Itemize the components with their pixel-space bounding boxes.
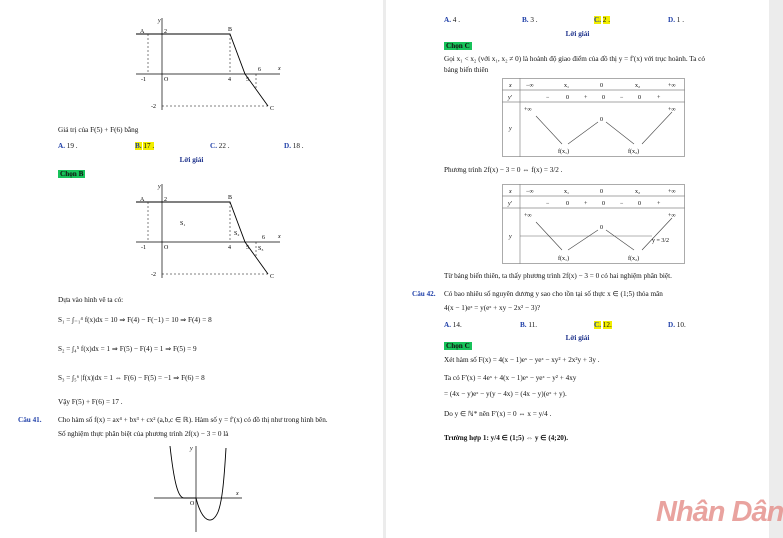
origin-label: O: [164, 77, 169, 83]
option-a[interactable]: [58, 142, 78, 151]
option-value: 3 .: [530, 16, 538, 24]
axis-x-label: x: [236, 491, 239, 497]
point-c-label: C: [270, 274, 275, 280]
option-value: 14.: [452, 321, 462, 329]
point-b-label: B: [228, 195, 233, 201]
answer-tag: Chọn B: [60, 170, 84, 178]
solution-line: Vậy F(5) + F(6) = 17 .: [58, 398, 123, 406]
option-b[interactable]: [520, 321, 537, 330]
sign: −: [620, 201, 624, 207]
option-letter: A.: [444, 321, 451, 329]
option-d[interactable]: [668, 321, 686, 330]
sign: +: [584, 95, 588, 101]
y-value: +∞: [668, 213, 676, 219]
x-value: x₁: [564, 189, 570, 195]
left-page: [0, 0, 383, 538]
equation-line: Phương trình 2f(x) − 3 = 0 ⇔ f(x) = 3/2 .: [444, 166, 563, 174]
option-letter: C.: [594, 16, 601, 24]
solution-title: Lời giải: [179, 156, 204, 164]
option-value: 19 .: [66, 142, 78, 150]
paragraph-line: Gọi x₁ < x₂ (với x₁, x₂ ≠ 0) là hoành độ giao điểm của đồ thị y = f′(x) với trục hoành. Ta có: [444, 55, 705, 63]
option-b[interactable]: [135, 142, 154, 151]
option-value: 1 .: [676, 16, 684, 24]
x-value: x₁: [564, 83, 570, 89]
question-41-text: Số nghiệm thực phân biệt của phương trình 2f(x) − 3 = 0 là: [58, 430, 229, 438]
option-letter: A.: [58, 142, 65, 150]
option-letter: B.: [135, 142, 142, 150]
answer-tag: Chọn C: [446, 42, 470, 50]
option-letter: D.: [668, 321, 675, 329]
tick-5-label: 5: [246, 77, 249, 83]
tick-minus1-label: -1: [141, 77, 146, 83]
point-b-label: B: [228, 27, 233, 33]
x-value: x₂: [635, 83, 641, 89]
solution-line: Ta có F′(x) = 4eˣ + 4(x − 1)eˣ − yeˣ − y² + 4xy: [444, 374, 577, 382]
axis-y-label: y: [190, 446, 193, 452]
option-letter: A.: [444, 16, 451, 24]
y-value: +∞: [524, 213, 532, 219]
x-value: +∞: [668, 83, 676, 89]
option-value: 4 .: [452, 16, 460, 24]
option-a[interactable]: [444, 16, 460, 25]
axis-y-label: y: [158, 184, 161, 190]
watermark-logo: Nhân Dân: [656, 496, 783, 528]
tick-5-label: 5: [246, 245, 249, 251]
solution-line: Do y ∈ ℕ* nên F′(x) = 0 ⇔ x = y/4 .: [444, 410, 552, 418]
option-value: 2 .: [602, 16, 610, 24]
sign: −: [546, 95, 550, 101]
sign: +: [584, 201, 588, 207]
solution-line: Trường hợp 1: y/4 ∈ (1;5) ⇔ y ∈ (4;20).: [444, 434, 569, 442]
option-d[interactable]: [284, 142, 304, 151]
tick-6-label: 6: [258, 67, 261, 73]
x-value: 0: [600, 83, 603, 89]
area-s2-label: S₂: [234, 231, 240, 237]
x-header: x: [509, 189, 512, 195]
axis-x-label: x: [278, 234, 281, 240]
figure-cubic-graph: [150, 442, 246, 534]
conclusion-line: Từ bảng biến thiên, ta thấy phương trình 2f(x) − 3 = 0 có hai nghiệm phân biệt.: [444, 272, 672, 280]
sign: +: [657, 95, 661, 101]
y-value: +∞: [524, 107, 532, 113]
variation-table-2: [502, 184, 685, 264]
point-a-label: A: [140, 29, 145, 35]
y-value: f(x₂): [628, 256, 640, 262]
option-value: 17 .: [143, 142, 155, 150]
tick-2-label: 2: [164, 29, 167, 35]
y-header: y: [509, 126, 512, 132]
option-c[interactable]: [594, 321, 612, 330]
option-letter: B.: [522, 16, 529, 24]
horizontal-line-label: y = 3/2: [652, 238, 670, 244]
x-value: −∞: [526, 189, 534, 195]
sign: 0: [566, 95, 569, 101]
question-41-label: Câu 41.: [18, 416, 42, 424]
option-value: 11.: [528, 321, 538, 329]
tick-4-label: 4: [228, 77, 231, 83]
question-42-text: 4(x − 1)eˣ = y(eˣ + xy − 2x² − 3)?: [444, 304, 541, 312]
paragraph-line: bảng biến thiên: [444, 66, 489, 74]
option-d[interactable]: [668, 16, 684, 25]
axis-x-label: x: [278, 66, 281, 72]
x-value: +∞: [668, 189, 676, 195]
right-page: [386, 0, 783, 538]
option-letter: B.: [520, 321, 527, 329]
variation-table-1: [502, 78, 685, 157]
origin-label: O: [164, 245, 169, 251]
point-c-label: C: [270, 106, 275, 112]
option-b[interactable]: [522, 16, 538, 25]
sign: 0: [638, 95, 641, 101]
tick-4-label: 4: [228, 245, 231, 251]
question-42-label: Câu 42.: [412, 290, 436, 298]
solution-line: Dựa vào hình vẽ ta có:: [58, 296, 124, 304]
yprime-header: y′: [508, 95, 512, 101]
solution-line: S₁ = ∫₋₁⁴ f(x)dx = 10 ⇒ F(4) − F(−1) = 10 ⇒ F(4) = 8: [58, 316, 212, 324]
y-header: y: [509, 234, 512, 240]
solution-title: Lời giải: [565, 334, 590, 342]
y-value: f(x₂): [628, 149, 640, 155]
solution-line: S₂ = ∫₄⁵ f(x)dx = 1 ⇒ F(5) − F(4) = 1 ⇒ F(5) = 9: [58, 345, 197, 353]
x-header: x: [509, 83, 512, 89]
origin-label: O: [190, 501, 195, 507]
area-s3-label: S₃: [258, 246, 264, 252]
solution-line: = (4x − y)eˣ − y(y − 4x) = (4x − y)(eˣ + y).: [444, 390, 567, 398]
y-value: 0: [600, 225, 603, 231]
axis-y-label: y: [158, 18, 161, 24]
sign: 0: [566, 201, 569, 207]
solution-title: Lời giải: [565, 30, 590, 38]
tick-6-label: 6: [262, 235, 265, 241]
option-letter: D.: [284, 142, 291, 150]
option-letter: C.: [210, 142, 217, 150]
option-c[interactable]: [210, 142, 230, 151]
tick-2-label: 2: [164, 197, 167, 203]
solution-line: S₃ = ∫₅⁶ |f(x)|dx = 1 ⇔ F(6) − F(5) = −1 ⇒ F(6) = 8: [58, 374, 205, 382]
tick-minus2-label: -2: [151, 272, 156, 278]
option-value: 10.: [676, 321, 686, 329]
option-value: 22 .: [218, 142, 230, 150]
y-value: f(x₁): [558, 256, 570, 262]
tick-minus1-label: -1: [141, 245, 146, 251]
answer-tag: Chọn C: [446, 342, 470, 350]
x-value: −∞: [526, 83, 534, 89]
sign: −: [620, 95, 624, 101]
y-value: 0: [600, 117, 603, 123]
sign: −: [546, 201, 550, 207]
option-value: 12.: [602, 321, 612, 329]
point-a-label: A: [140, 197, 145, 203]
sign: +: [657, 201, 661, 207]
question-41-text: Cho hàm số f(x) = ax⁴ + bx³ + cx² (a,b,c ∈ ℝ). Hàm số y = f′(x) có đồ thị như trong hình bên.: [58, 416, 328, 424]
sign: 0: [638, 201, 641, 207]
option-letter: C.: [594, 321, 601, 329]
x-value: 0: [600, 189, 603, 195]
y-value: +∞: [668, 107, 676, 113]
solution-line: Xét hàm số F(x) = 4(x − 1)eˣ − yeˣ − xy² + 2x²y + 3y .: [444, 356, 600, 364]
option-a[interactable]: [444, 321, 462, 330]
yprime-header: y′: [508, 201, 512, 207]
option-letter: D.: [668, 16, 675, 24]
sign: 0: [602, 95, 605, 101]
figure-area-graph: [128, 180, 288, 280]
figure-derivative-graph: [128, 14, 288, 112]
tick-minus2-label: -2: [151, 104, 156, 110]
question-42-text: Có bao nhiêu số nguyên dương y sao cho tồn tại số thực x ∈ (1;5) thỏa mãn: [444, 290, 663, 298]
question-text: Giá trị của F(5) + F(6) bằng: [58, 126, 139, 134]
sign: 0: [602, 201, 605, 207]
y-value: f(x₁): [558, 149, 570, 155]
x-value: x₂: [635, 189, 641, 195]
option-c[interactable]: [594, 16, 610, 25]
option-value: 18 .: [292, 142, 304, 150]
area-s1-label: S₁: [180, 221, 186, 227]
